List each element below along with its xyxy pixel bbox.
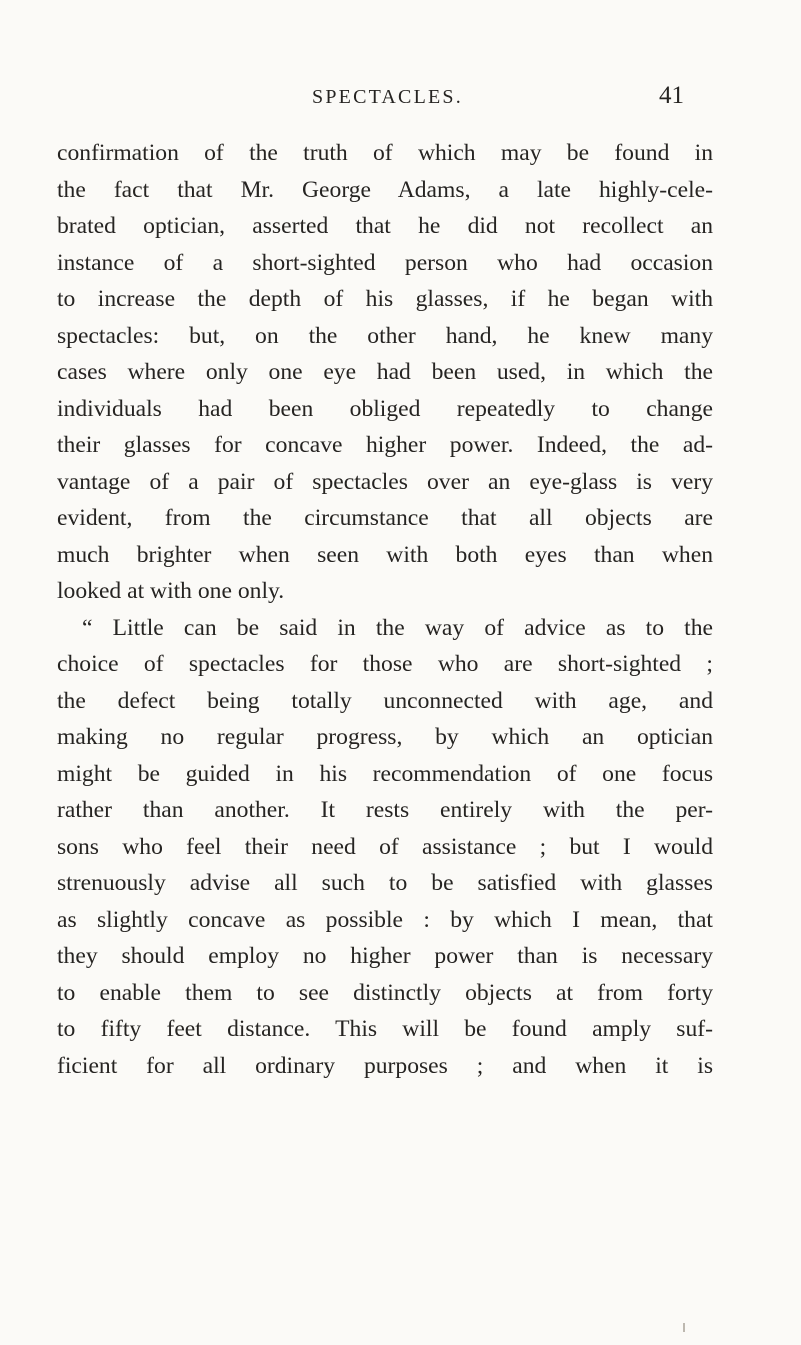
text-line: rather than another. It rests entirely with the per- (57, 797, 713, 823)
text-line: their glasses for concave higher power. Indeed, the ad- (57, 432, 713, 458)
text-line: to enable them to see distinctly objects at from forty (57, 979, 713, 1006)
body-text (57, 135, 713, 1084)
text-line: spectacles: but, on the other hand, he knew many (57, 322, 713, 349)
text-line: individuals had been obliged repeatedly to change (57, 395, 713, 422)
text-line: the defect being totally unconnected with age, and (57, 687, 713, 714)
text-line: to fifty feet distance. This will be found amply suf- (57, 1016, 713, 1042)
text-line: confirmation of the truth of which may be found in (57, 140, 713, 166)
text-line: evident, from the circumstance that all objects are (57, 505, 713, 531)
text-line: choice of spectacles for those who are short-sighted ; (57, 651, 713, 677)
page-number: 41 (659, 82, 684, 109)
text-line: might be guided in his recommendation of one focus (57, 760, 713, 787)
text-line: much brighter when seen with both eyes than when (57, 541, 713, 568)
text-line: to increase the depth of his glasses, if he began with (57, 286, 713, 312)
text-line: they should employ no higher power than is necessary (57, 943, 713, 969)
text-line: cases where only one eye had been used, in which the (57, 359, 713, 385)
paper-speck (683, 1323, 685, 1332)
text-line: making no regular progress, by which an optician (57, 724, 713, 750)
paragraph-start-line: “ Little can be said in the way of advice as to the (82, 614, 713, 641)
page-header (0, 82, 801, 118)
text-line: ficient for all ordinary purposes ; and when it is (57, 1052, 713, 1079)
text-line: instance of a short-sighted person who had occasion (57, 249, 713, 276)
text-line: sons who feel their need of assistance ; but I would (57, 833, 713, 860)
text-line: vantage of a pair of spectacles over an eye-glass is very (57, 468, 713, 495)
running-title: SPECTACLES. (312, 86, 463, 108)
paragraph-end-line: looked at with one only. (57, 578, 285, 604)
text-line: strenuously advise all such to be satisfied with glasses (57, 870, 713, 896)
text-line: the fact that Mr. George Adams, a late highly-cele- (57, 176, 713, 203)
text-line: as slightly concave as possible : by which I mean, that (57, 906, 713, 933)
text-line: brated optician, asserted that he did not recollect an (57, 213, 713, 239)
